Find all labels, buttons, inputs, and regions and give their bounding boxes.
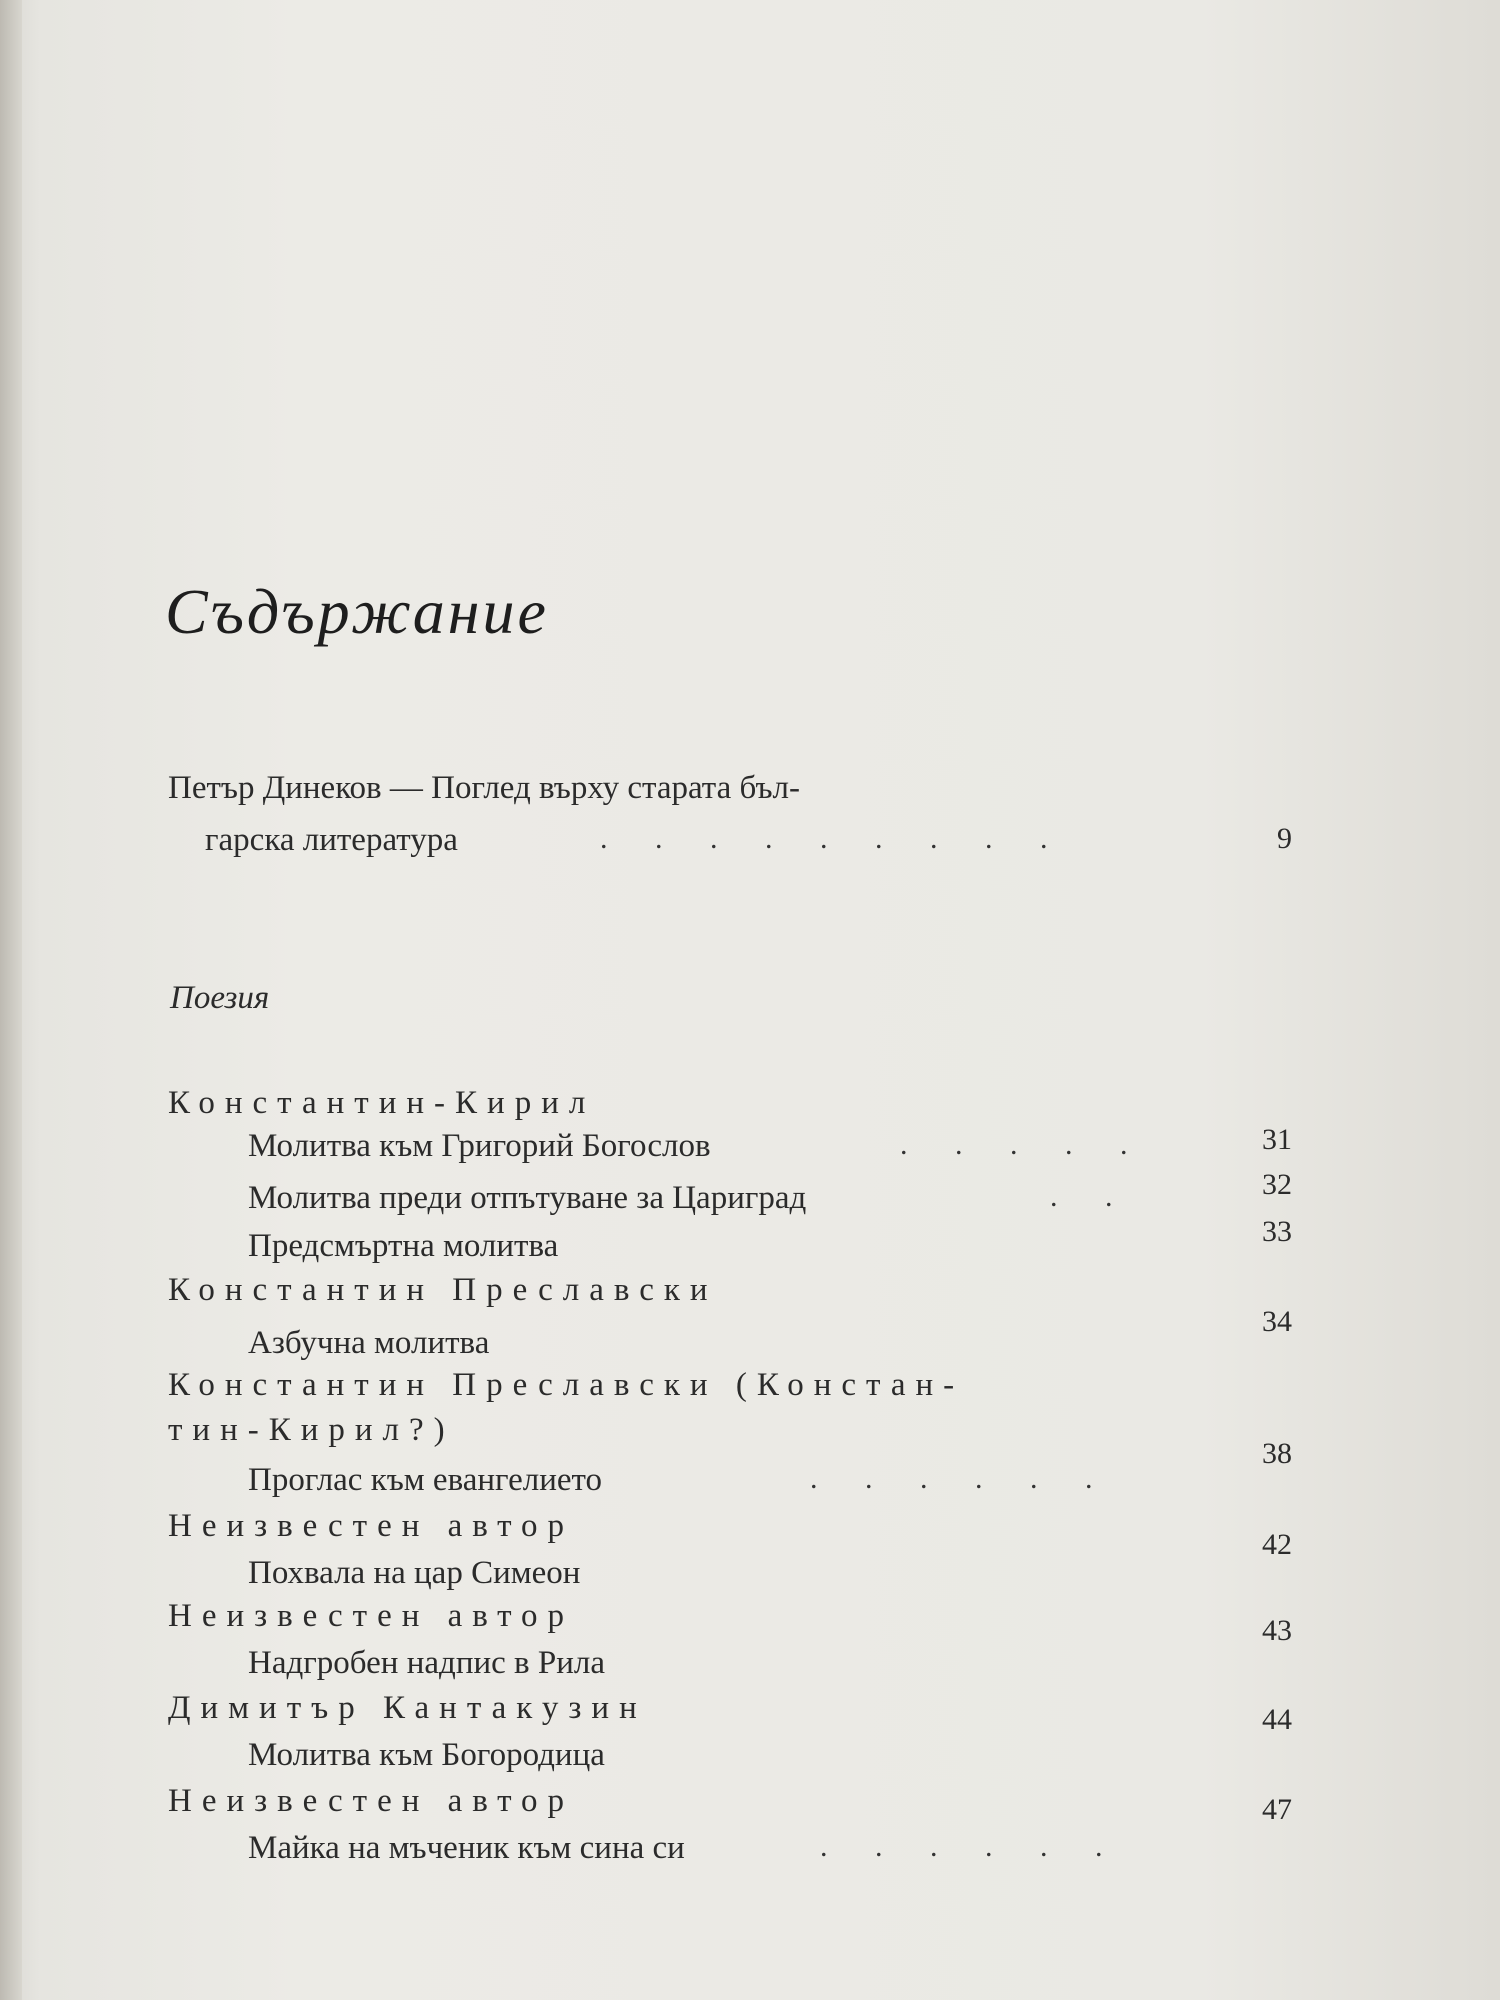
- section-heading: Поезия: [170, 980, 270, 1016]
- intro-line-1: Петър Динеков — Поглед върху старата бъл-: [168, 770, 800, 806]
- page-number: 34: [1262, 1305, 1292, 1338]
- page-number: 43: [1262, 1614, 1292, 1647]
- page-number: 42: [1262, 1528, 1292, 1561]
- page-number: 31: [1262, 1123, 1292, 1156]
- author-name: Константин-Кирил: [168, 1085, 596, 1121]
- work-title: Молитва към Григорий Богослов: [248, 1128, 711, 1164]
- author-name-line-2: тин-Кирил?): [168, 1412, 455, 1448]
- intro-line-2: гарска литература: [205, 822, 458, 858]
- work-title: Предсмъртна молитва: [248, 1228, 559, 1264]
- work-title: Молитва към Богородица: [248, 1737, 605, 1773]
- page-number: 9: [1277, 822, 1292, 855]
- page-number: 38: [1262, 1437, 1292, 1470]
- author-name: Неизвестен автор: [168, 1783, 575, 1819]
- work-title: Надгробен надпис в Рила: [248, 1645, 605, 1681]
- work-title: Молитва преди отпътуване за Цариград: [248, 1180, 807, 1216]
- page-number: 33: [1262, 1215, 1292, 1248]
- page-binding-edge: [0, 0, 22, 2000]
- leader-dots: . . . . .: [900, 1128, 1148, 1161]
- work-title: Похвала на цар Симеон: [248, 1555, 581, 1591]
- author-name: Неизвестен автор: [168, 1598, 575, 1634]
- author-name: Димитър Кантакузин: [168, 1690, 647, 1726]
- page-title: Съдържание: [165, 576, 549, 647]
- work-title: Азбучна молитва: [248, 1325, 490, 1361]
- page-number: 32: [1262, 1168, 1292, 1201]
- work-title: Проглас към евангелието: [248, 1462, 603, 1498]
- author-name-line-1: Константин Преславски (Констан-: [168, 1367, 965, 1403]
- leader-dots: . . . . . .: [820, 1830, 1123, 1863]
- work-title: Майка на мъченик към сина си: [248, 1830, 685, 1866]
- leader-dots: . . . . . .: [810, 1462, 1113, 1495]
- author-name: Неизвестен автор: [168, 1508, 575, 1544]
- page-number: 47: [1262, 1793, 1292, 1826]
- author-name: Константин Преславски: [168, 1272, 718, 1308]
- page-number: 44: [1262, 1703, 1292, 1736]
- leader-dots: . .: [1050, 1180, 1133, 1213]
- leader-dots: . . . . . . . . .: [600, 822, 1068, 855]
